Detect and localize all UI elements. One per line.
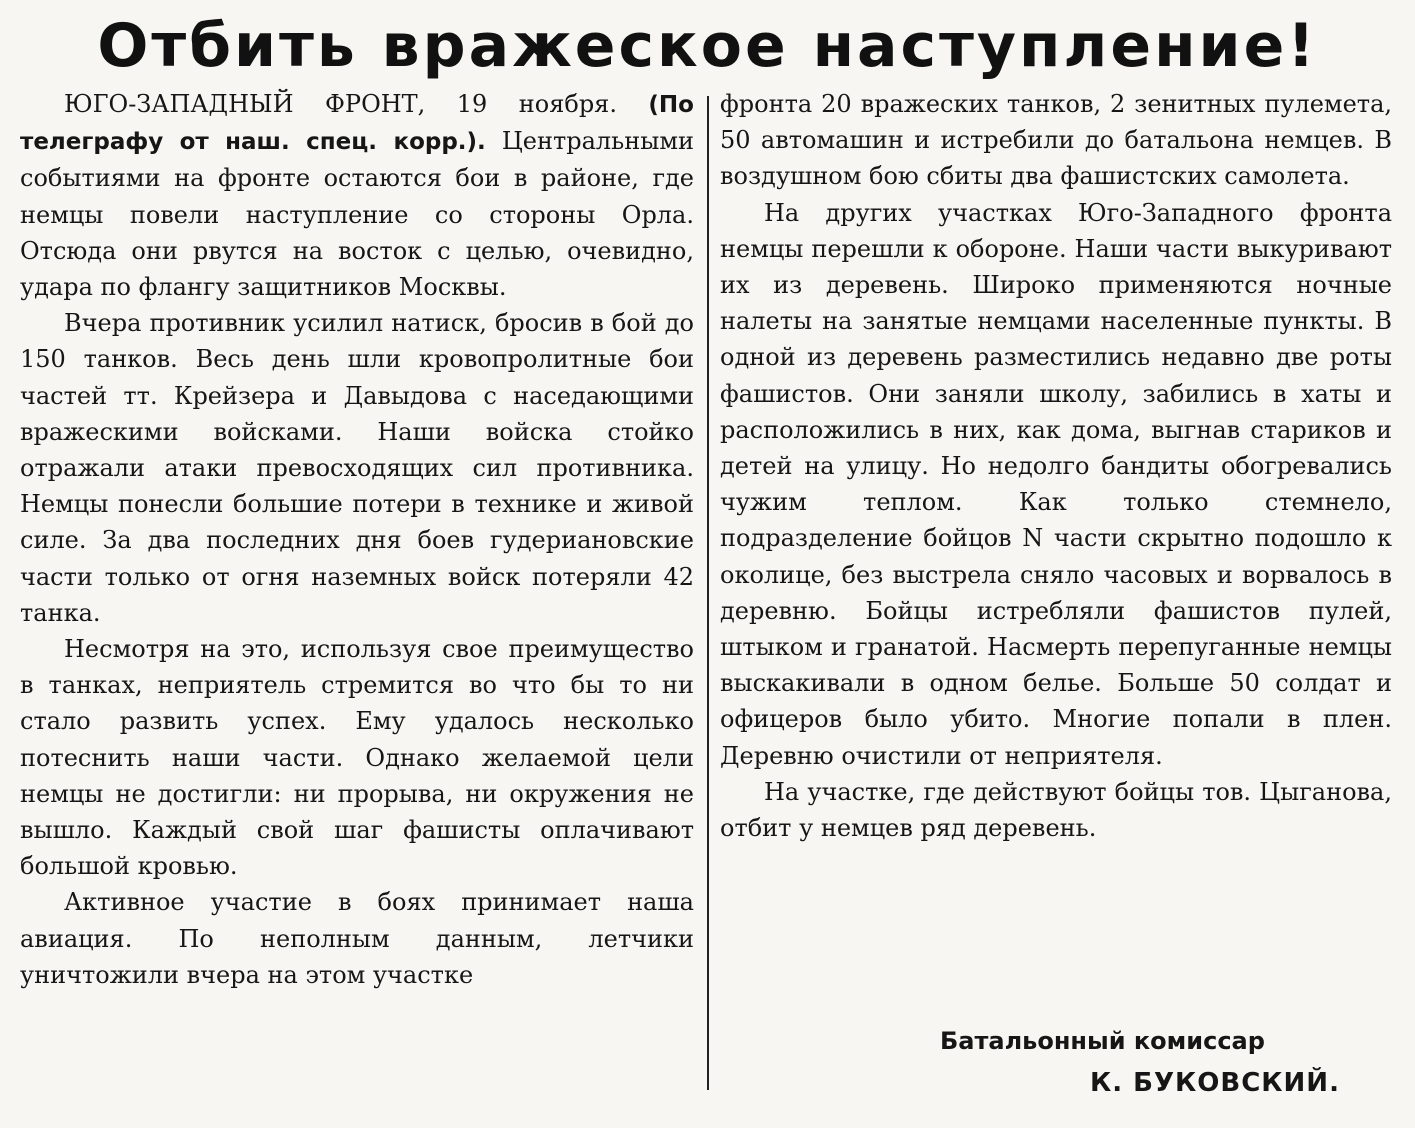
paragraph-continuation: фронта 20 вражеских танков, 2 зенитных пулемета, 50 автомашин и истребили до батальона немцев. В воздушном бою сбиты два фашистских самолета. bbox=[720, 90, 1392, 191]
right-column bbox=[720, 86, 1392, 846]
paragraph-tanks: Вчера противник усилил натиск, бросив в бой до 150 танков. Весь день шли кровопролитные бои частей тт. Крейзера и Давыдова с наседающими вражескими войсками. Наши войска стойко отражали атаки превосходящих сил противника. Немцы понесли большие потери в технике и живой силе. За два последних дня боев гудериановские части только от огня наземных войск потеряли 42 танка. bbox=[20, 309, 694, 627]
left-column bbox=[20, 86, 694, 993]
intro-paragraph bbox=[20, 86, 694, 305]
column-divider bbox=[707, 96, 709, 1090]
source-note: (По телеграфу от наш. спец. корр.). bbox=[20, 92, 694, 156]
signature-title: Батальонный комиссар bbox=[940, 1027, 1265, 1055]
paragraph-villages: На участке, где действуют бойцы тов. Цыганова, отбит у немцев ряд деревень. bbox=[720, 777, 1392, 843]
headline: Отбить вражеское наступление! bbox=[97, 11, 1318, 81]
paragraph-aviation: Активное участие в боях принимает наша авиация. По неполным данным, летчики уничтожили вчера на этом участке bbox=[20, 888, 694, 989]
intro-text: Центральными событиями на фронте остаются бои в районе, где немцы повели наступление со стороны Орла. Отсюда они рвутся на восток с целью, очевидно, удара по флангу защитников Москвы. bbox=[20, 127, 694, 302]
signature-name: К. БУКОВСКИЙ. bbox=[1090, 1068, 1340, 1098]
dateline: ЮГО-ЗАПАДНЫЙ ФРОНТ, 19 ноября. bbox=[64, 90, 617, 118]
paragraph-enemy-advance: Несмотря на это, используя свое преимущество в танках, неприятель стремится во что бы то ни стало развить успех. Ему удалось несколько потеснить наши части. Однако желаемой цели немцы не достигли: ни прорыва, ни окружения не вышло. Каждый свой шаг фашисты оплачивают большой кровью. bbox=[20, 635, 694, 881]
paragraph-night-raids: На других участках Юго-Западного фронта немцы перешли к обороне. Наши части выкуривают их из деревень. Широко применяются ночные налеты на занятые немцами населенные пункты. В одной из деревень разместились недавно две роты фашистов. Они заняли школу, забились в хаты и расположились в них, как дома, выгнав стариков и детей на улицу. Но недолго бандиты обогревались чужим теплом. Как только стемнело, подразделение бойцов N части скрытно подошло к околице, без выстрела сняло часовых и ворвалось в деревню. Бойцы истребляли фашистов пулей, штыком и гранатой. Насмерть перепуганные немцы выскакивали в одном белье. Больше 50 солдат и офицеров было убито. Многие попали в плен. Деревню очистили от неприятеля. bbox=[720, 198, 1392, 770]
